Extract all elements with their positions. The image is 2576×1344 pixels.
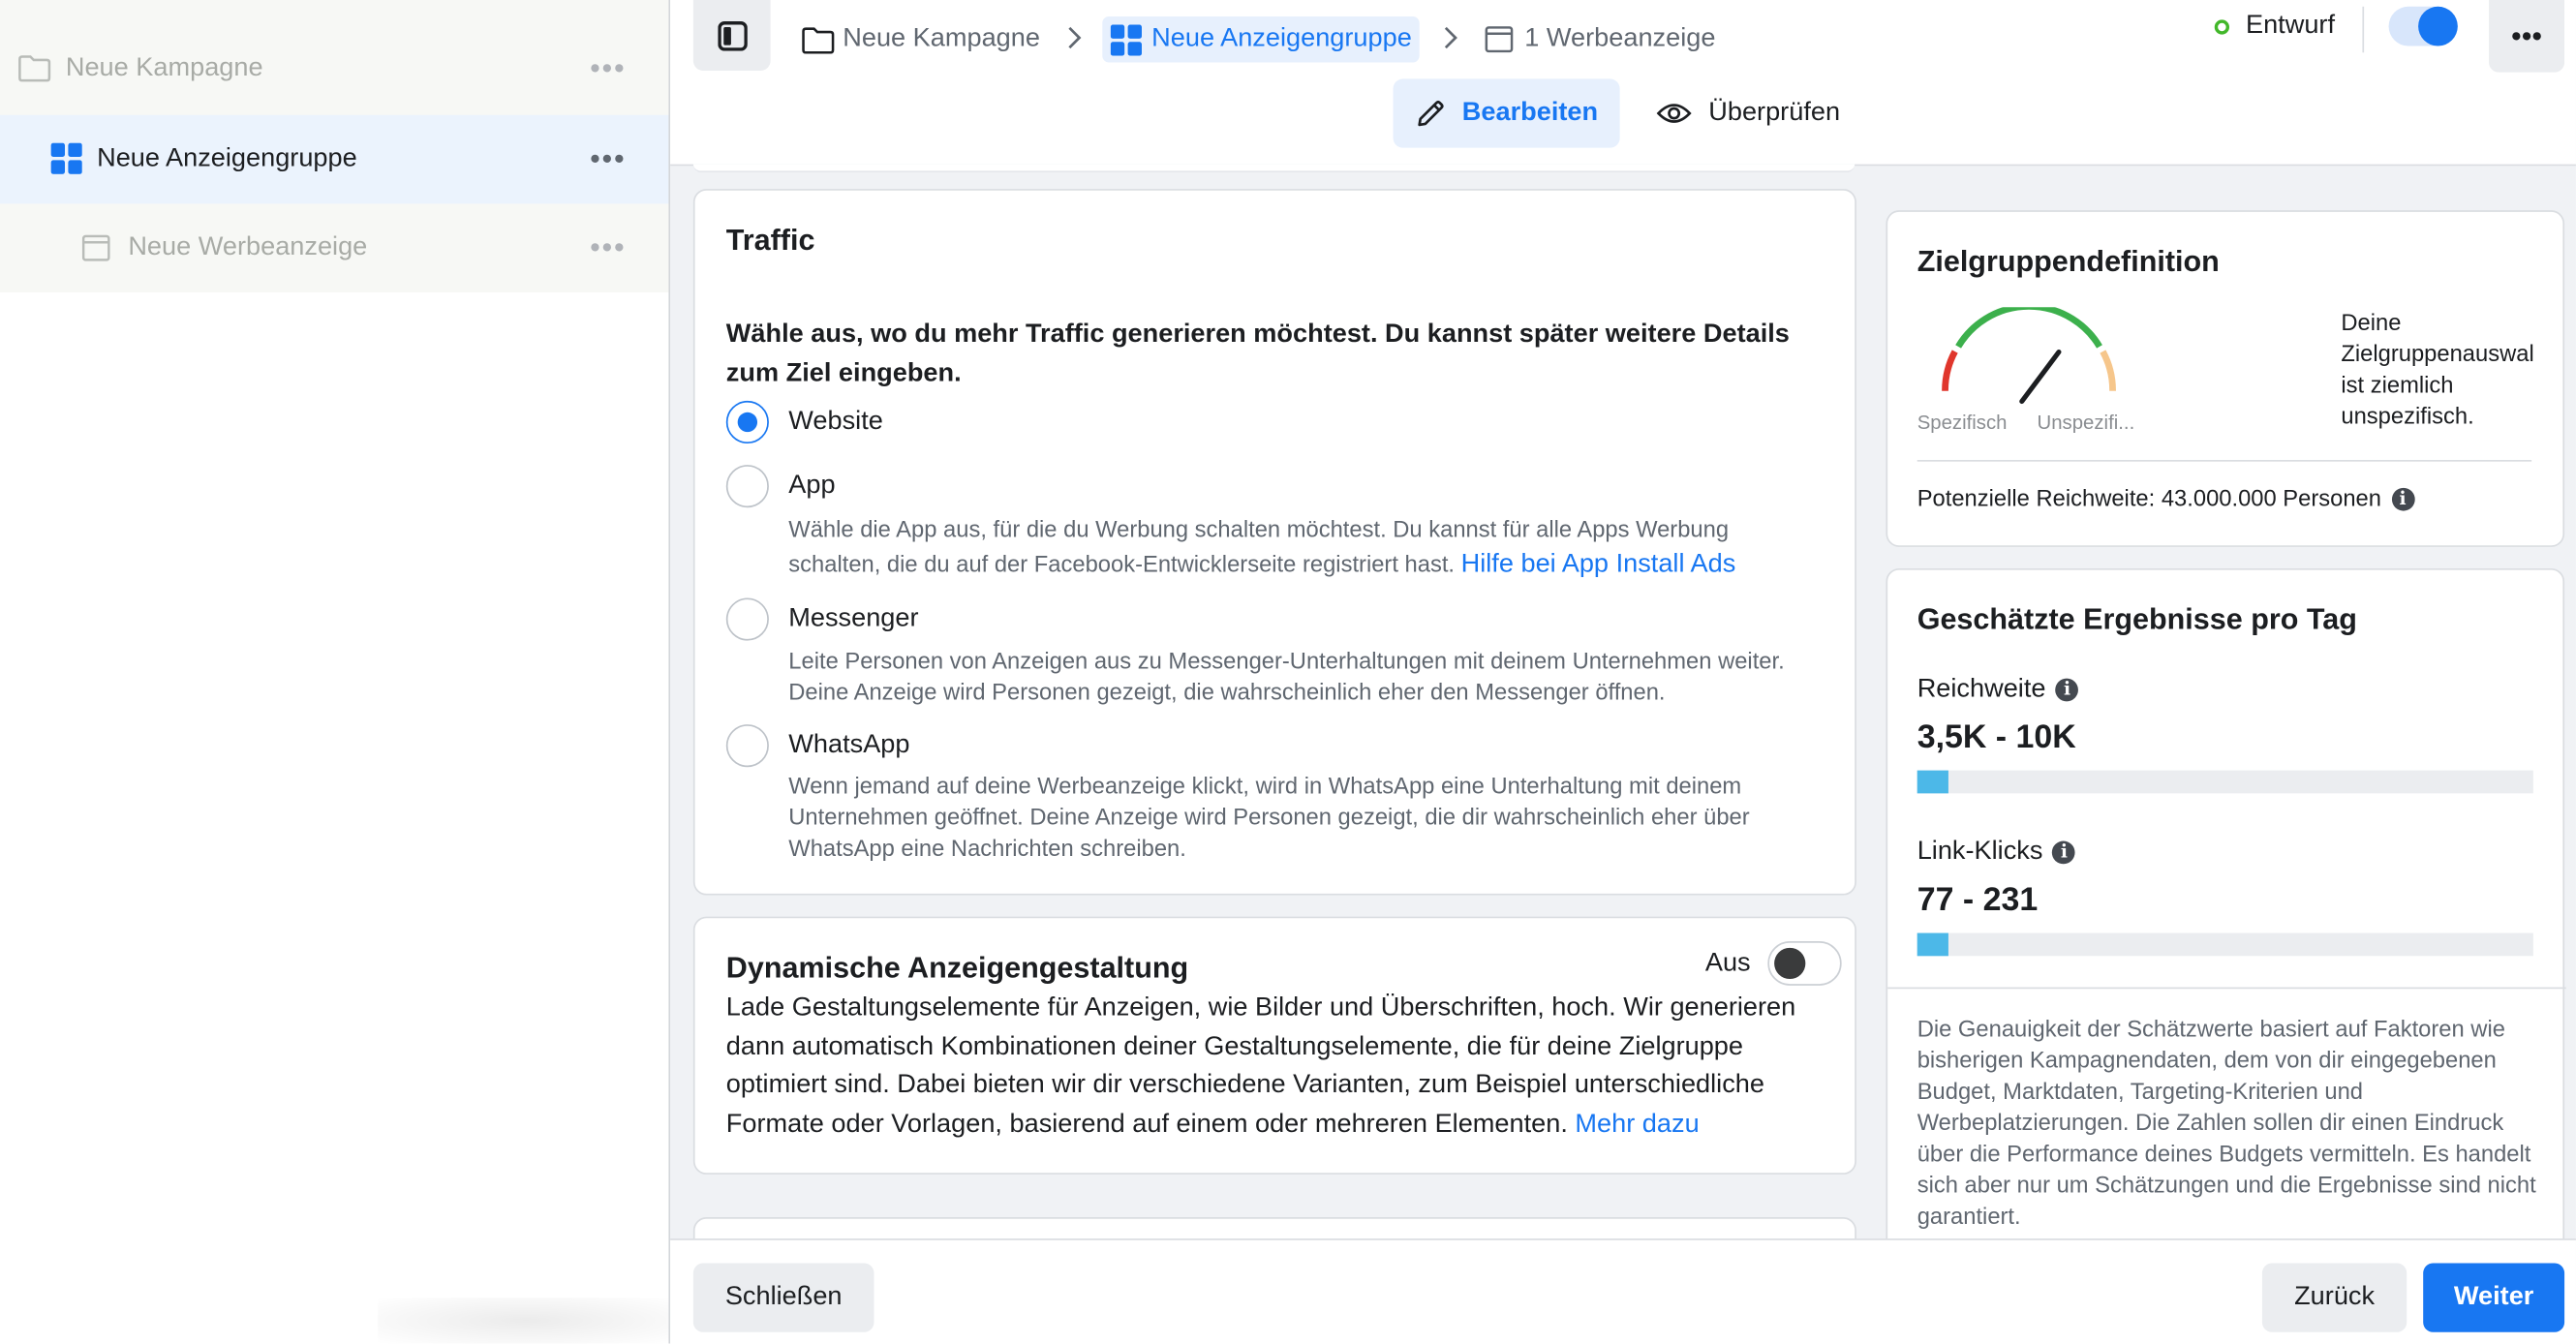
option-description: Leite Personen von Anzeigen aus zu Messenger-Unterhaltungen mit deinem Unternehmen weiter. Deine Anzeige wird Personen gezeigt, die wahrscheinlich eher den Messenger öffnen. [788,647,1785,705]
estimated-results-card [1886,568,2564,1258]
breadcrumb-adset[interactable] [1102,16,1420,62]
section-title: Traffic [725,223,815,257]
tree-item-label: Neue Werbeanzeige [128,232,368,261]
option-label: Website [788,407,883,436]
close-button[interactable]: Schließen [693,1264,874,1332]
chevron-right-icon [1442,24,1458,50]
tab-label: Überprüfen [1708,98,1841,127]
folder-icon [18,54,51,82]
gauge-right-label: Unspezifi... [2037,411,2135,434]
breadcrumb-label: Neue Anzeigengruppe [1151,24,1412,53]
campaign-tree [0,0,668,1344]
gauge-needle [2022,352,2059,402]
tab-edit[interactable] [1394,78,1620,147]
reach-range-bar [1917,771,2533,794]
metric-clicks-value: 77 - 231 [1917,881,2039,919]
section-title: Dynamische Anzeigengestaltung [725,951,1189,985]
info-icon[interactable]: i [2391,488,2414,511]
breadcrumb-label: Neue Kampagne [843,24,1040,53]
radio-messenger[interactable] [726,597,769,640]
top-bar [670,0,2576,166]
toggle-knob [2418,7,2458,46]
info-icon[interactable]: i [2053,840,2076,864]
clicks-range-fill [1917,933,1948,957]
folder-icon [802,25,835,53]
tree-item-label: Neue Anzeigengruppe [97,144,357,173]
more-options-icon[interactable]: ••• [590,141,627,175]
reach-range-fill [1917,771,1948,794]
breadcrumb-ads[interactable] [1486,16,1716,62]
dynamic-creative-card [693,917,1856,1175]
status-dot-icon [2215,19,2229,34]
more-options-icon[interactable]: ••• [590,230,627,264]
tree-item-ad[interactable] [0,203,668,292]
radio-website[interactable] [726,401,769,443]
metric-clicks-label [1917,838,2076,868]
back-button[interactable]: Zurück [2262,1264,2407,1332]
option-description: Wenn jemand auf deine Werbeanzeige klickt, wird in WhatsApp eine Unterhaltung mit deinem Unternehmen geöffnet. Deine Anzeige wird Personen gezeigt, die dir wahrscheinlich eher über WhatsApp eine Nachrichten schreiben. [788,772,1750,861]
metric-label: Reichweite [1917,675,2046,704]
more-options-icon: ••• [2511,18,2543,52]
tree-item-label: Neue Kampagne [65,53,263,82]
toggle-state-label: Aus [1704,949,1751,978]
adset-grid-icon [1111,24,1142,55]
eye-icon [1656,100,1692,126]
toggle-sidebar-button[interactable] [693,0,771,71]
option-label: App [788,471,836,500]
section-title: Zielgruppendefinition [1917,244,2220,278]
card-divider [1917,460,2531,462]
clicks-range-bar [1917,933,2533,957]
audience-definition-card [1886,210,2564,547]
breadcrumb-label: 1 Werbeanzeige [1524,24,1716,53]
app-install-help-link[interactable]: Hilfe bei App Install Ads [1460,550,1736,579]
next-button[interactable]: Weiter [2423,1264,2564,1332]
audience-gauge [1927,307,2131,409]
info-icon[interactable]: i [2056,678,2079,701]
summary-line: ist ziemlich [2341,371,2454,398]
bottom-action-bar [670,1238,2576,1344]
adset-grid-icon [51,143,82,174]
publish-toggle[interactable] [2389,7,2458,46]
traffic-intro: Wähle aus, wo du mehr Traffic generieren möchtest. Du kannst später weitere Details zum Ziel eingeben. [725,320,1790,388]
option-label: Messenger [788,604,919,633]
summary-line: Deine [2341,308,2402,336]
option-label: WhatsApp [788,730,910,759]
traffic-card [693,189,1856,895]
metric-reach-value: 3,5K - 10K [1917,719,2076,756]
gauge-left-label: Spezifisch [1917,411,2008,434]
metric-reach-label [1917,675,2079,705]
tab-review[interactable] [1653,78,1867,147]
card-divider [1887,988,2566,990]
dynamic-creative-description [726,989,1844,1145]
option-description [788,512,1815,581]
tree-item-adset[interactable] [0,115,668,204]
radio-app[interactable] [726,465,769,507]
more-options-icon[interactable]: ••• [590,51,627,85]
section-title: Geschätzte Ergebnisse pro Tag [1917,602,2357,636]
ad-window-icon [1486,26,1514,52]
sidebar-panel-icon [717,20,747,50]
potential-reach [1917,484,2414,511]
chevron-right-icon [1066,24,1083,50]
tab-label: Bearbeiten [1461,98,1599,127]
more-options-button[interactable] [2489,0,2564,73]
tree-item-campaign[interactable] [0,24,668,113]
audience-summary [2341,307,2533,432]
learn-more-link[interactable]: Mehr dazu [1575,1110,1700,1139]
option-description-text: Wähle die App aus, für die du Werbung schalten möchtest. Du kannst für alle Apps Werbung schalten, die du auf der Facebook-Entwicklerseite registriert hast. [788,515,1730,577]
description-text: Lade Gestaltungselemente für Anzeigen, wie Bilder und Überschriften, hoch. Wir generieren dann automatisch Kombinationen deiner Gestaltungselemente, die für deine Zielgruppe optimiert sind. Dabei bieten wir dir verschiedene Varianten, zum Beispiel unterschiedliche Formate oder Vorlagen, basierend auf einem oder mehreren Elementen. [725,993,1796,1139]
editor-main [670,0,2576,1344]
summary-line: unspezifisch. [2341,402,2474,429]
dynamic-creative-toggle[interactable] [1767,941,1841,986]
status-badge: Entwurf [2245,11,2336,40]
ad-window-icon [82,235,110,261]
potential-reach-text: Potenzielle Reichweite: 43.000.000 Personen [1917,484,2381,511]
breadcrumb-campaign[interactable] [802,16,1040,62]
metric-label: Link-Klicks [1917,838,2043,867]
toggle-knob [1774,948,1805,979]
tree-shadow [378,1298,673,1343]
summary-line: Zielgruppenauswal [2341,340,2534,367]
previous-card-edge [693,165,1855,172]
header-separator [2362,7,2364,52]
estimate-disclaimer: Die Genauigkeit der Schätzwerte basiert auf Faktoren wie bisherigen Kampagnendaten, dem von dir eingegebenen Budget, Marktdaten, Targeting-Kriterien und Werbeplatzierungen. Die Zahlen sollen dir einen Eindruck über die Performance deines Budgets vermitteln. Es handelt sich aber nur um Schätzungen und die Ergebnisse sind nicht garantiert. [1917,1015,2536,1229]
radio-whatsapp[interactable] [726,724,769,767]
pencil-icon [1416,99,1446,129]
